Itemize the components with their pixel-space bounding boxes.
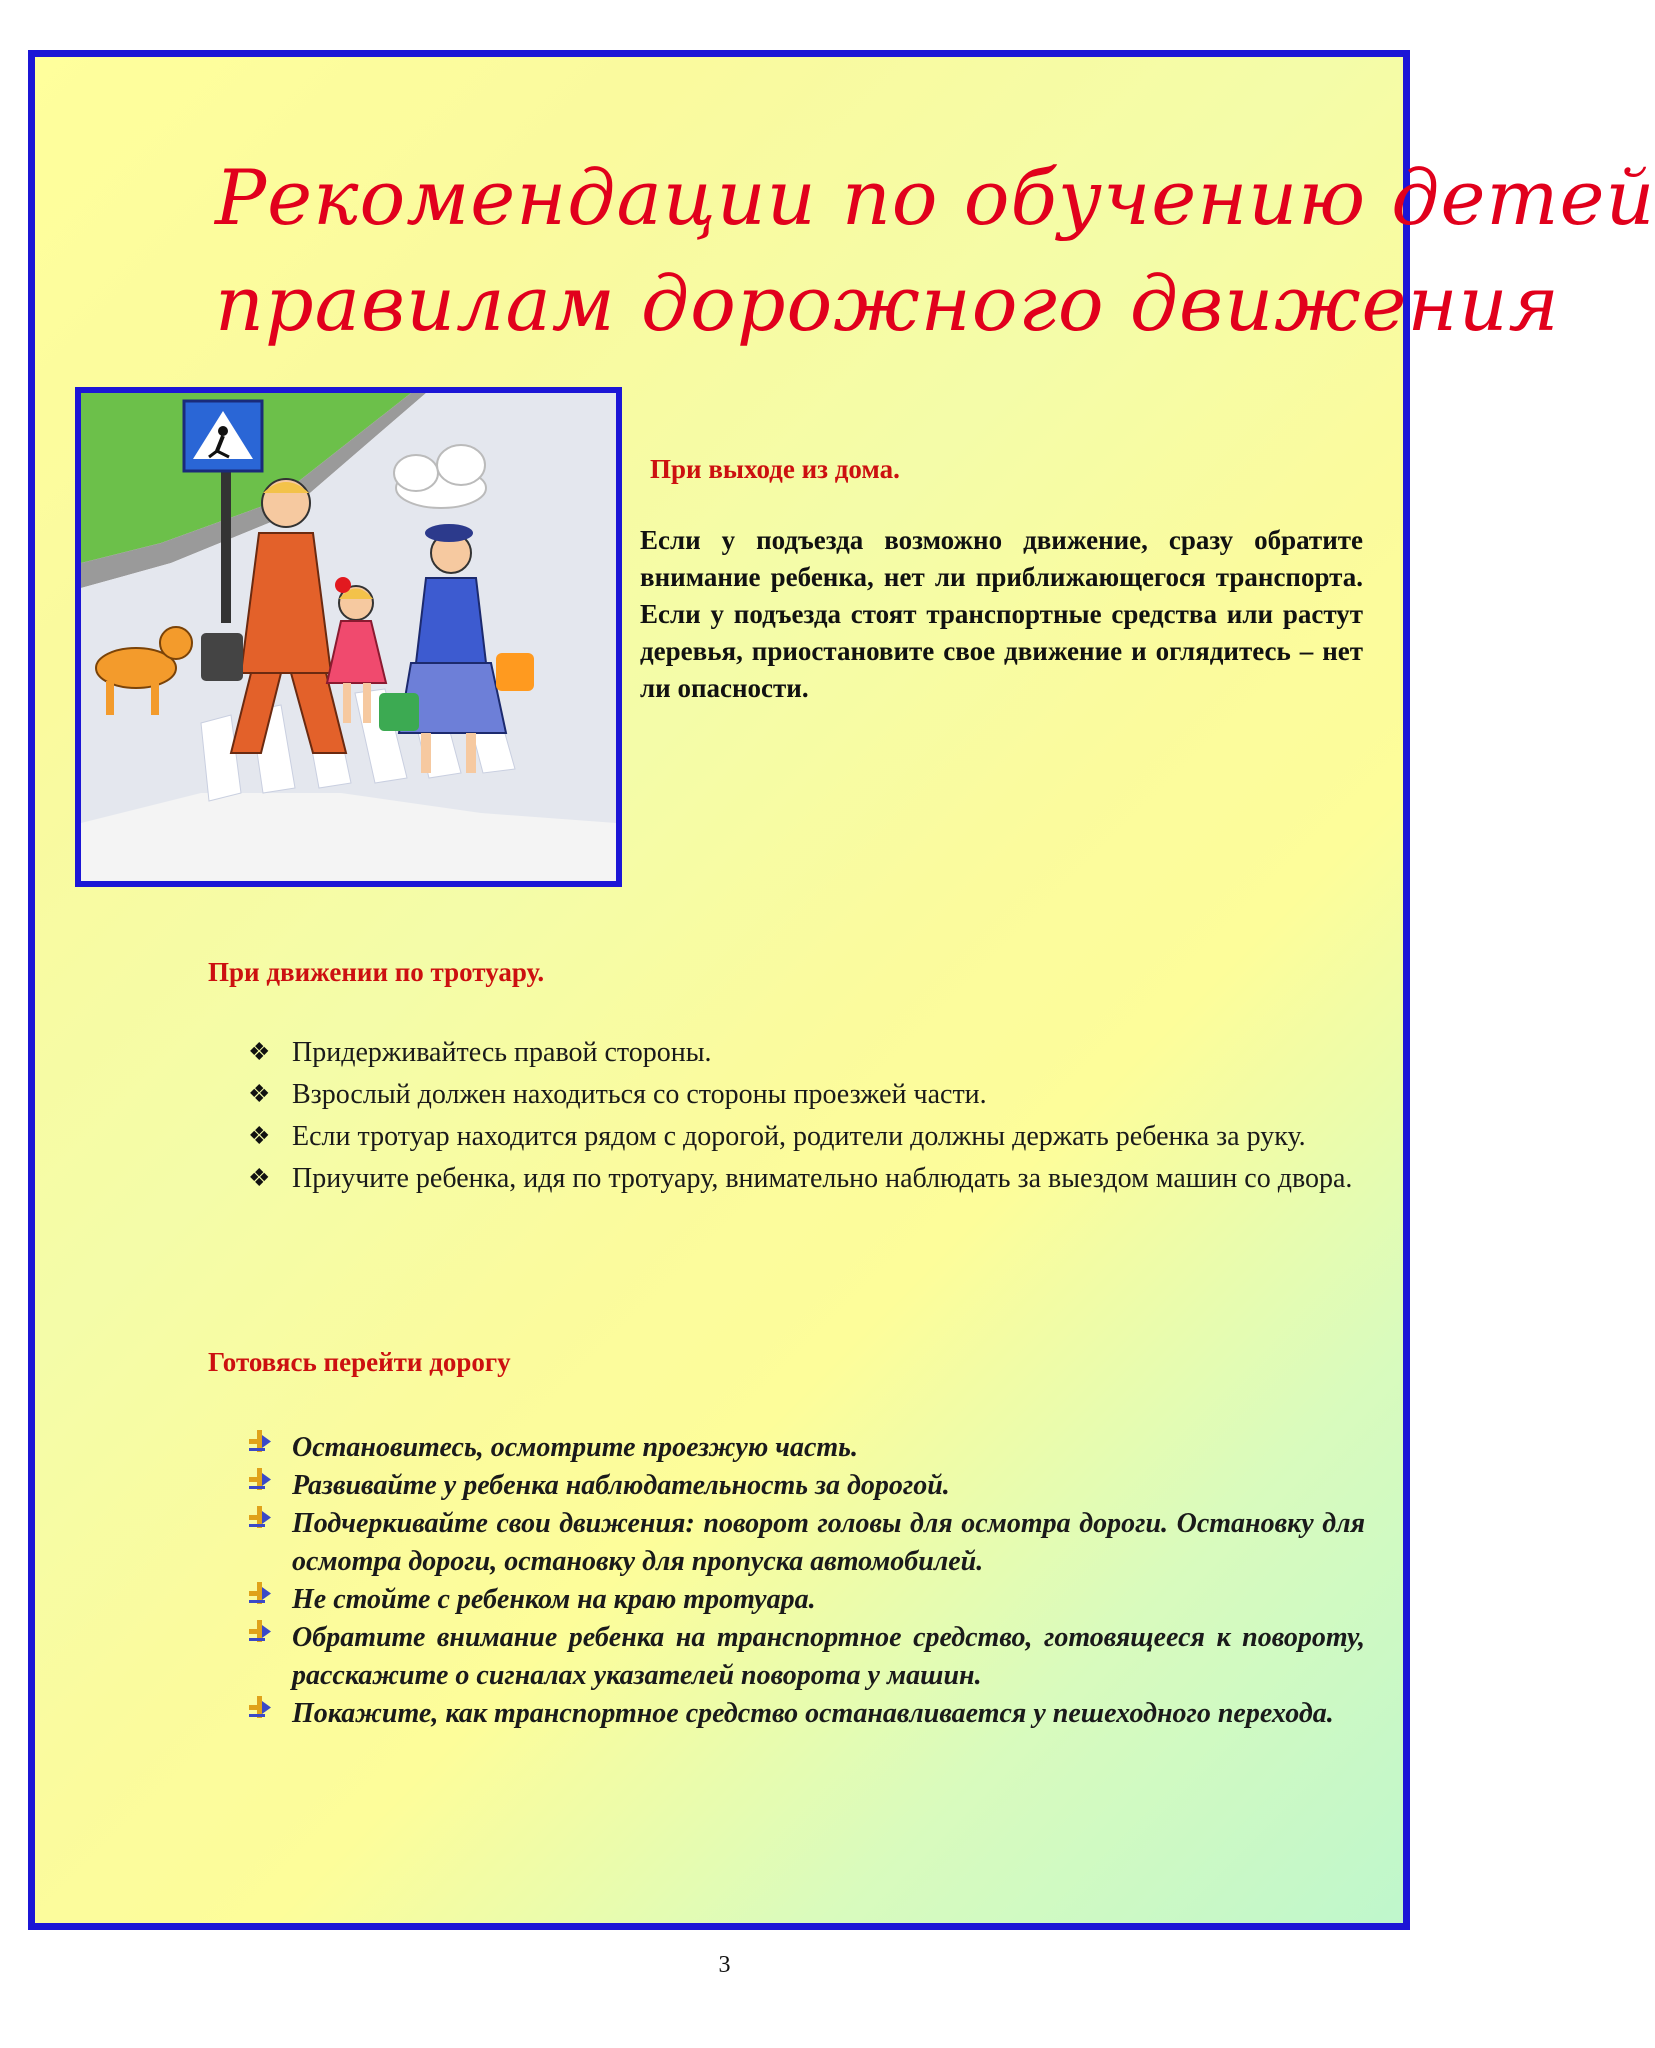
plus-arrow-bullet-icon — [248, 1429, 272, 1453]
list-item — [245, 1033, 1365, 1073]
plus-arrow-bullet-icon — [248, 1467, 272, 1491]
list-item — [245, 1159, 1365, 1199]
diamond-bullet-icon: ❖ — [248, 1081, 271, 1108]
list-item-text: Не стойте с ребенком на краю тротуара. — [292, 1584, 816, 1615]
list-item-text: Взрослый должен находиться со стороны проезжей части. — [292, 1079, 987, 1110]
list-item-text: Развивайте у ребенка наблюдательность за дорогой. — [292, 1470, 950, 1501]
page-title — [215, 145, 1655, 357]
list-item — [245, 1619, 1365, 1695]
plus-arrow-bullet-icon — [248, 1505, 272, 1529]
page-number: 3 — [718, 1952, 731, 1978]
sidewalk-list — [245, 1033, 1365, 1201]
list-item-text: Придерживайтесь правой стороны. — [292, 1037, 712, 1068]
plus-arrow-bullet-icon — [248, 1695, 272, 1719]
diamond-bullet-icon: ❖ — [248, 1165, 271, 1192]
section-text-home: Если у подъезда возможно движение, сразу обратите внимание ребенка, нет ли приближающегося транспорта. Если у подъезда стоят транспортные средства или растут деревья, приостановите свое движение и оглядитесь – нет ли опасности. — [640, 525, 1363, 703]
list-item-text: Подчеркивайте свои движения: поворот головы для осмотра дороги. Остановку для осмотра дороги, остановку для пропуска автомобилей. — [292, 1508, 1365, 1577]
section-title-cross: Готовясь перейти дорогу — [208, 1347, 511, 1377]
list-item — [245, 1429, 1365, 1467]
plus-arrow-bullet-icon — [248, 1581, 272, 1605]
family-crossing-road-illustration — [75, 387, 622, 887]
page-frame — [28, 50, 1655, 1930]
diamond-bullet-icon: ❖ — [248, 1123, 271, 1150]
list-item-text: Приучите ребенка, идя по тротуару, внимательно наблюдать за выездом машин со двора. — [292, 1163, 1353, 1194]
page-title-line-1: Рекомендации по обучению детей — [215, 153, 1655, 242]
crossing-list — [245, 1429, 1365, 1733]
list-item-text: Остановитесь, осмотрите проезжую часть. — [292, 1432, 858, 1463]
plus-arrow-bullet-icon — [248, 1619, 272, 1643]
illustration-drawing — [81, 393, 616, 881]
list-item — [245, 1467, 1365, 1505]
list-item — [245, 1695, 1365, 1733]
list-item-text: Обратите внимание ребенка на транспортное средство, готовящееся к повороту, расскажите о сигналах указателей поворота у машин. — [292, 1622, 1365, 1691]
list-item-text: Покажите, как транспортное средство останавливается у пешеходного перехода. — [292, 1698, 1334, 1729]
list-item — [245, 1075, 1365, 1115]
section-title-home: При выходе из дома. — [650, 454, 900, 484]
page-title-line-2: правилам дорожного движения — [215, 259, 1560, 348]
list-item — [245, 1581, 1365, 1619]
section-title-sidewalk: При движении по тротуару. — [208, 957, 545, 987]
list-item — [245, 1117, 1365, 1157]
list-item — [245, 1505, 1365, 1581]
list-item-text: Если тротуар находится рядом с дорогой, родители должны держать ребенка за руку. — [292, 1121, 1306, 1152]
diamond-bullet-icon: ❖ — [248, 1039, 271, 1066]
